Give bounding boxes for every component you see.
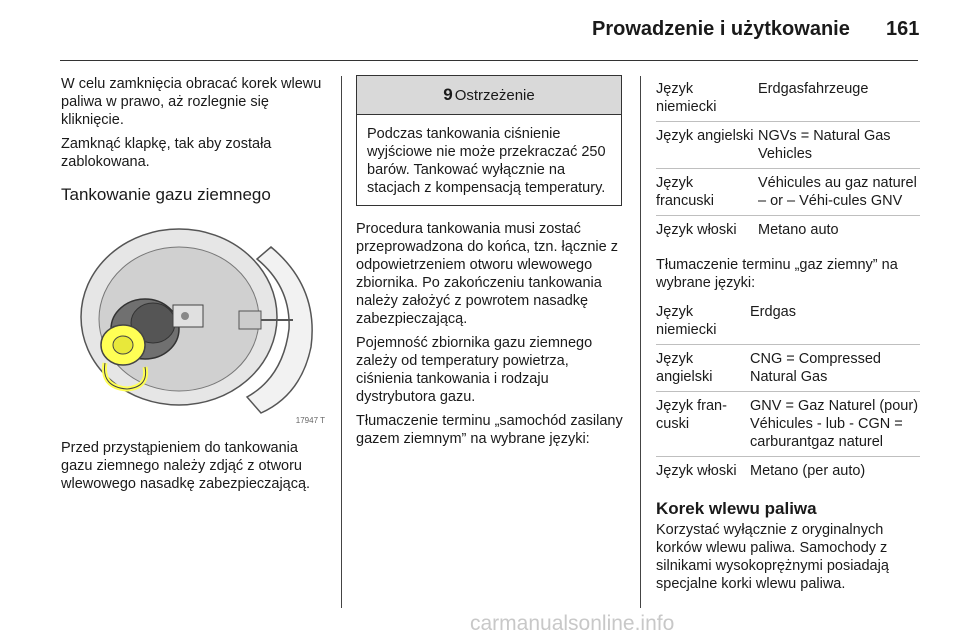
- column-divider: [341, 76, 342, 608]
- page-number: 161: [886, 18, 920, 40]
- paragraph-closing-cap: W celu zamknięcia obracać korek wlewu paliwa w prawo, aż rozlegnie się kliknięcie.: [61, 76, 322, 128]
- paragraph-translation-intro: Tłumaczenie terminu „samochód zasilany gazem ziemnym” na wybrane języki:: [356, 413, 623, 447]
- term-cell: CNG = Compressed Natural Gas: [750, 345, 920, 392]
- watermark: carmanualsonline.info: [470, 612, 675, 635]
- language-cell: Język włoski: [656, 222, 737, 238]
- term-cell: Erdgasfahrzeuge: [758, 75, 920, 122]
- warning-header: [357, 76, 621, 115]
- section-heading-fuel-cap: Korek wlewu paliwa: [656, 499, 817, 518]
- language-cell: Język włoski: [656, 463, 737, 479]
- table-row: [656, 216, 920, 245]
- language-cell: Język niemiecki: [656, 298, 750, 345]
- warning-body: Podczas tankowania ciśnienie wyjściowe nie może przekraczać 250 barów. Tankować wyłącznie na stacjach z kompensacją temperatury.: [367, 126, 606, 196]
- gas-term-table: [656, 298, 920, 485]
- column-middle: [356, 75, 624, 454]
- section-heading-natural-gas: Tankowanie gazu ziemnego: [61, 185, 271, 204]
- vehicle-term-table: [656, 75, 920, 244]
- language-cell: Język angielski: [656, 122, 758, 169]
- paragraph-procedure: Procedura tankowania musi zostać przeprowadzona do końca, tzn. łącznie z odpowietrzeniem otworu wlewowego zbiornika. Po zakończeniu tankowania należy założyć z powrotem nasadkę zabezpieczającą.: [356, 221, 618, 327]
- language-cell: Język fran-cuski: [656, 392, 750, 457]
- language-cell: Język angielski: [656, 345, 750, 392]
- fuel-filler-illustration: [61, 217, 327, 425]
- warning-icon: 9: [443, 85, 453, 104]
- table-row: [656, 169, 920, 216]
- table-row: [656, 75, 920, 122]
- paragraph-gas-translation-intro: Tłumaczenie terminu „gaz ziemny” na wybrane języki:: [656, 257, 898, 291]
- column-right: [656, 75, 924, 599]
- term-cell: Erdgas: [750, 298, 920, 345]
- term-cell: Véhicules au gaz naturel – or – Véhi-cules GNV: [758, 169, 920, 216]
- term-cell: NGVs = Natural Gas Vehicles: [758, 122, 920, 169]
- table-row: [656, 122, 920, 169]
- header-divider: [60, 60, 918, 61]
- paragraph-capacity: Pojemność zbiornika gazu ziemnego zależy od temperatury powietrza, ciśnienia tankowania i rodzaju dystrybutora gazu.: [356, 335, 593, 405]
- paragraph-remove-cap: Przed przystąpieniem do tankowania gazu ziemnego należy zdjąć z otworu wlewowego nasadkę zabezpieczającą.: [61, 440, 311, 492]
- term-cell: GNV = Gaz Naturel (pour) Véhicules - lub - CGN = carburantgaz naturel: [750, 392, 920, 457]
- fuel-filler-drawing: [61, 217, 327, 425]
- term-cell: Metano (per auto): [750, 463, 866, 479]
- column-divider: [640, 76, 641, 608]
- table-row: [656, 457, 920, 486]
- warning-title: Ostrzeżenie: [454, 86, 535, 104]
- figure-code: 17947 T: [295, 416, 325, 425]
- term-cell: Metano auto: [758, 222, 839, 238]
- table-row: [656, 345, 920, 392]
- table-row: [656, 298, 920, 345]
- table-row: [656, 392, 920, 457]
- warning-box: [356, 75, 622, 206]
- paragraph-original-caps: Korzystać wyłącznie z oryginalnych korków wlewu paliwa. Samochody z silnikami wysokoprężnymi posiadają specjalne korki wlewu paliwa.: [656, 522, 889, 592]
- paragraph-close-flap: Zamknąć klapkę, tak aby została zablokowana.: [61, 136, 272, 170]
- page-header-title: Prowadzenie i użytkowanie: [592, 18, 850, 40]
- language-cell: Język francuski: [656, 169, 758, 216]
- language-cell: Język niemiecki: [656, 75, 758, 122]
- column-left: [61, 75, 327, 499]
